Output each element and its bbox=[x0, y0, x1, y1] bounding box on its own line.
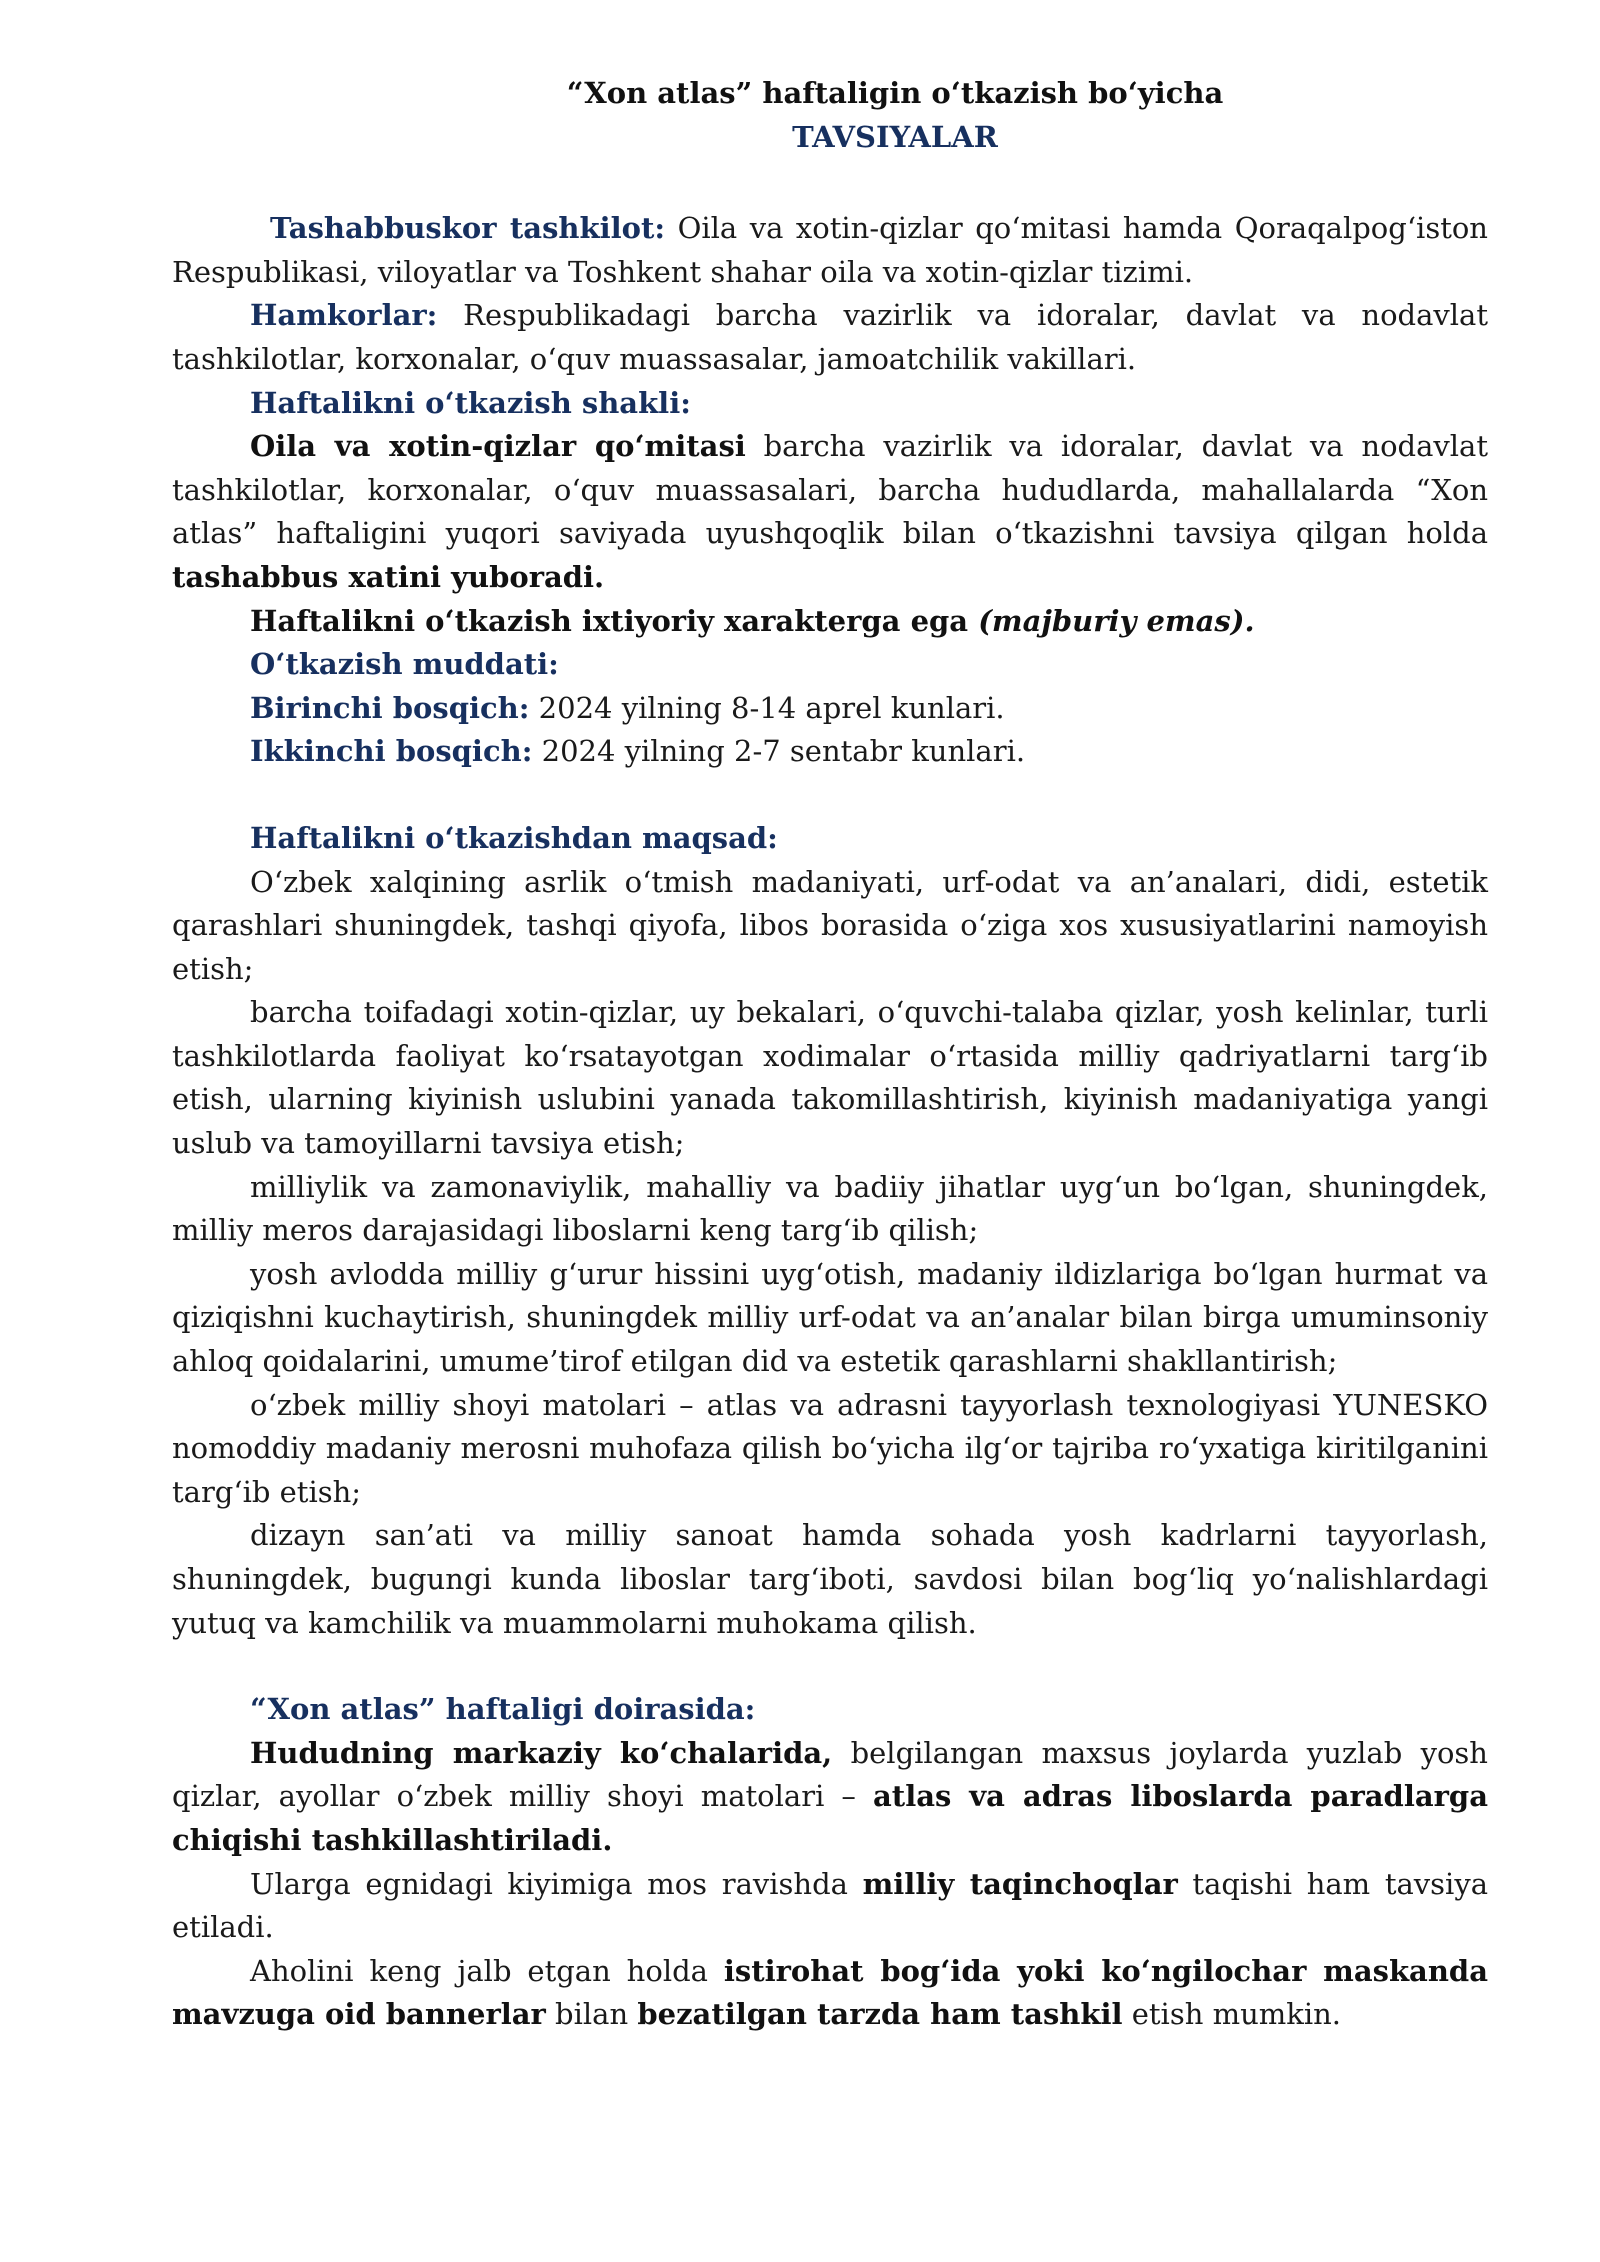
spacer bbox=[172, 774, 1488, 817]
stage-1-text: 2024 yilning 8-14 aprel kunlari. bbox=[529, 690, 1005, 725]
goal-item: dizayn san’ati va milliy sanoat hamda sohada yosh kadrlarni tayyorlash, shuningdek, bugungi kunda liboslar targ‘iboti, savdosi bilan bog‘liq yo‘nalishlardagi yutuq va kamchilik va muammolarni muhokama qilish. bbox=[172, 1518, 1488, 1640]
stage-1-label: Birinchi bosqich: bbox=[250, 690, 530, 725]
form-p1-text: barcha vazirlik va idoralar, davlat va nodavlat tashkilotlar, korxonalar, o‘quv muassasalari, barcha hududlarda, mahallalarda “Xon atlas” haftaligini yuqori saviyada uyushqoqlik bilan o‘tkazishni tavsiya qilgan holda bbox=[172, 429, 1488, 551]
initiator-text: Oila va xotin-qizlar qo‘mitasi hamda Qoraqalpog‘iston Respublikasi, viloyatlar va Toshkent shahar oila va xotin-qizlar tizimi. bbox=[172, 211, 1488, 289]
goal-item: milliylik va zamonaviylik, mahalliy va badiiy jihatlar uyg‘un bo‘lgan, shuningdek, milliy meros darajasidagi liboslarni keng targ‘ib qilish; bbox=[172, 1169, 1488, 1248]
within-p3-text-2: bilan bbox=[545, 1997, 638, 2032]
within-p3-text-1: Aholini keng jalb etgan holda bbox=[250, 1953, 724, 1988]
form-heading: Haftalikni o‘tkazish shakli: bbox=[250, 385, 691, 420]
partners-label: Hamkorlar: bbox=[250, 298, 438, 333]
within-p1-text-1: belgilangan maxsus joylarda yuzlab yosh qizlar, ayollar o‘zbek milliy shoyi matolari – bbox=[172, 1735, 1488, 1814]
goal-item: O‘zbek xalqining asrlik o‘tmish madaniyati, urf-odat va an’analari, didi, estetik qarashlari shuningdek, tashqi qiyofa, libos borasida o‘ziga xos xususiyatlarini namoyish etish; bbox=[172, 864, 1488, 986]
within-paragraph-3 bbox=[172, 1950, 1488, 2037]
form-p2-italic: (majburiy emas). bbox=[978, 603, 1255, 638]
stage-1 bbox=[172, 687, 1488, 731]
goal-item: barcha toifadagi xotin-qizlar, uy bekalari, o‘quvchi-talaba qizlar, yosh kelinlar, turli tashkilotlarda faoliyat ko‘rsatayotgan xodimalar o‘rtasida milliy qadriyatlarni targ‘ib etish, ularning kiyinish uslubini yanada takomillashtirish, kiyinish madaniyatiga yangi uslub va tamoyillarni tavsiya etish; bbox=[172, 995, 1488, 1161]
within-p2-text-2: taqishi ham tavsiya etiladi. bbox=[172, 1866, 1488, 1945]
form-paragraph-1 bbox=[172, 425, 1488, 599]
within-p3-bold-2: bezatilgan tarzda ham tashkil bbox=[637, 1997, 1123, 2032]
stage-2-label: Ikkinchi bosqich: bbox=[250, 734, 533, 769]
partners-paragraph bbox=[172, 294, 1488, 381]
within-heading: “Xon atlas” haftaligi doirasida: bbox=[250, 1692, 756, 1727]
period-heading: O‘tkazish muddati: bbox=[250, 647, 559, 682]
title-line-1: “Xon atlas” haftaligin o‘tkazish bo‘yicha bbox=[566, 76, 1224, 110]
within-p3-text-3: etish mumkin. bbox=[1122, 1997, 1342, 2032]
partners-text: Respublikadagi barcha vazirlik va idoralar, davlat va nodavlat tashkilotlar, korxonalar, o‘quv muassasalar, jamoatchilik vakillari. bbox=[172, 298, 1488, 376]
initiator-paragraph bbox=[172, 207, 1488, 294]
goal-item: o‘zbek milliy shoyi matolari – atlas va adrasni tayyorlash texnologiyasi YUNESKO nomoddiy madaniy merosni muhofaza qilish bo‘yicha ilg‘or tajriba ro‘yxatiga kiritilganini targ‘ib etish; bbox=[172, 1387, 1488, 1509]
stage-2 bbox=[172, 730, 1488, 774]
form-p2-bold: Haftalikni o‘tkazish ixtiyoriy xarakterga ega bbox=[250, 603, 979, 638]
goal-item: yosh avlodda milliy g‘urur hissini uyg‘otish, madaniy ildizlariga bo‘lgan hurmat va qiziqishni kuchaytirish, shuningdek milliy urf-odat va an’analar bilan birga umuminsoniy ahloq qoidalarini, umume’tirof etilgan did va estetik qarashlarni shakllantirish; bbox=[172, 1256, 1488, 1379]
spacer bbox=[172, 1645, 1488, 1688]
within-paragraph-2 bbox=[172, 1863, 1488, 1950]
form-p1-bold: Oila va xotin-qizlar qo‘mitasi bbox=[250, 429, 746, 464]
document-title bbox=[172, 72, 1488, 159]
within-p2-bold-1: milliy taqinchoqlar bbox=[862, 1866, 1178, 1901]
within-p1-bold-1: Hududning markaziy ko‘chalarida, bbox=[250, 1735, 833, 1770]
within-p2-text-1: Ularga egnidagi kiyimiga mos ravishda bbox=[250, 1866, 863, 1901]
title-line-2: TAVSIYALAR bbox=[792, 119, 998, 154]
within-p1-bold-2: atlas va adras liboslarda paradlarga chiqishi tashkillashtiriladi. bbox=[172, 1779, 1488, 1857]
within-paragraph-1 bbox=[172, 1732, 1488, 1863]
within-p3-bold-1: istirohat bog‘ida yoki ko‘ngilochar maskanda mavzuga oid bannerlar bbox=[172, 1953, 1488, 2032]
goals-heading: Haftalikni o‘tkazishdan maqsad: bbox=[250, 820, 778, 855]
stage-2-text: 2024 yilning 2-7 sentabr kunlari. bbox=[532, 734, 1026, 769]
initiator-label: Tashabbuskor tashkilot: bbox=[270, 211, 666, 246]
form-p1-bold-end: tashabbus xatini yuboradi. bbox=[172, 559, 605, 594]
form-paragraph-2 bbox=[172, 600, 1488, 644]
